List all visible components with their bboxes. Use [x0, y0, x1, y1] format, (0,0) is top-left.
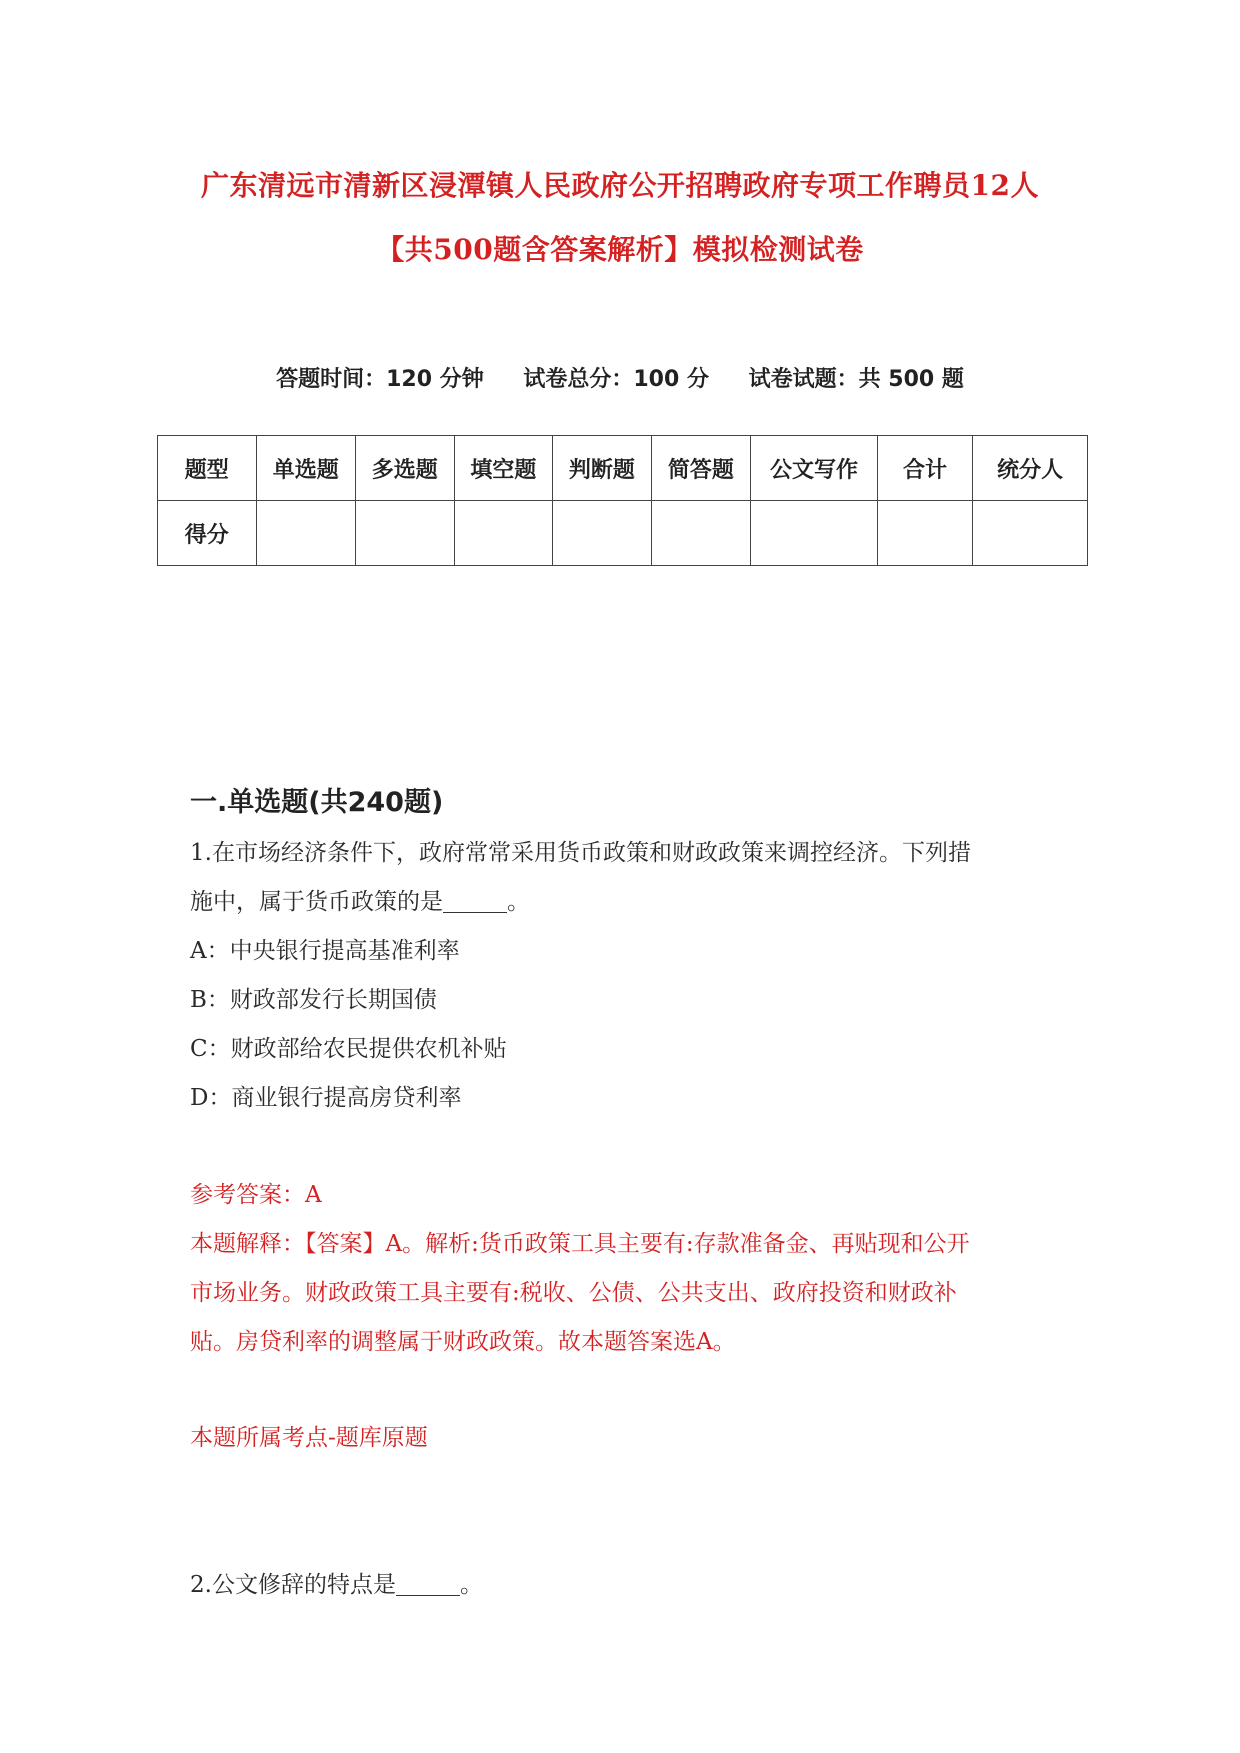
score-table-score-row: [158, 501, 1088, 566]
score-table-header: 题型: [158, 436, 257, 501]
question-stem-text: 2.公文修辞的特点是: [190, 1572, 396, 1598]
score-cell: [877, 501, 973, 566]
score-table-header: 多选题: [356, 436, 455, 501]
score-table-header: 简答题: [651, 436, 751, 501]
score-cell: [973, 501, 1088, 566]
question-1: [190, 829, 1050, 1123]
score-cell: [553, 501, 652, 566]
score-table-header: 统分人: [973, 436, 1088, 501]
question-stem-text: 。: [459, 1572, 483, 1598]
question-stem-line: [190, 878, 1050, 927]
score-table-header-row: [158, 436, 1088, 501]
question-stem-text: 施中，属于货币政策的是: [190, 889, 443, 915]
exam-question-count: 试卷试题：共 500 题: [748, 367, 964, 392]
score-table: [157, 435, 1088, 566]
answer-blank: [396, 1571, 460, 1596]
explanation-line: 本题解释：【答案】A。解析:货币政策工具主要有:存款准备金、再贴现和公开: [190, 1231, 970, 1257]
question-2: [190, 1561, 1050, 1610]
option-a: A：中央银行提高基准利率: [190, 938, 460, 964]
score-cell: [651, 501, 751, 566]
score-cell: [751, 501, 878, 566]
exam-meta: [150, 362, 1090, 393]
section-title: 一.单选题(共240题): [190, 787, 444, 818]
answer-blank: [443, 888, 507, 913]
option-c: C：财政部给农民提供农机补贴: [190, 1036, 507, 1062]
question-stem-text: 。: [507, 889, 530, 915]
score-cell: [454, 501, 553, 566]
score-table-header: 合计: [877, 436, 973, 501]
question-1-topic: 本题所属考点-题库原题: [190, 1425, 428, 1451]
reference-answer: 参考答案：A: [190, 1182, 322, 1208]
doc-title-line1: 广东清远市清新区浸潭镇人民政府公开招聘政府专项工作聘员12人: [201, 169, 1039, 202]
option-b: B：财政部发行长期国债: [190, 987, 437, 1013]
question-1-answer: [190, 1171, 1050, 1367]
exam-total-score: 试卷总分：100 分: [523, 367, 709, 392]
score-row-label: 得分: [158, 501, 257, 566]
exam-time: 答题时间：120 分钟: [276, 367, 484, 392]
score-table-header: 填空题: [454, 436, 553, 501]
question-stem-line: 1.在市场经济条件下，政府常常采用货币政策和财政政策来调控经济。下列措: [190, 840, 971, 866]
score-table-header: 公文写作: [751, 436, 878, 501]
explanation-line: 市场业务。财政政策工具主要有:税收、公债、公共支出、政府投资和财政补: [190, 1280, 957, 1306]
score-table-header: 单选题: [256, 436, 356, 501]
doc-title-line2: 【共500题含答案解析】模拟检测试卷: [376, 233, 864, 266]
score-cell: [356, 501, 455, 566]
score-table-header: 判断题: [553, 436, 652, 501]
score-cell: [256, 501, 356, 566]
option-d: D：商业银行提高房贷利率: [190, 1085, 462, 1111]
explanation-line: 贴。房贷利率的调整属于财政政策。故本题答案选A。: [190, 1329, 736, 1355]
